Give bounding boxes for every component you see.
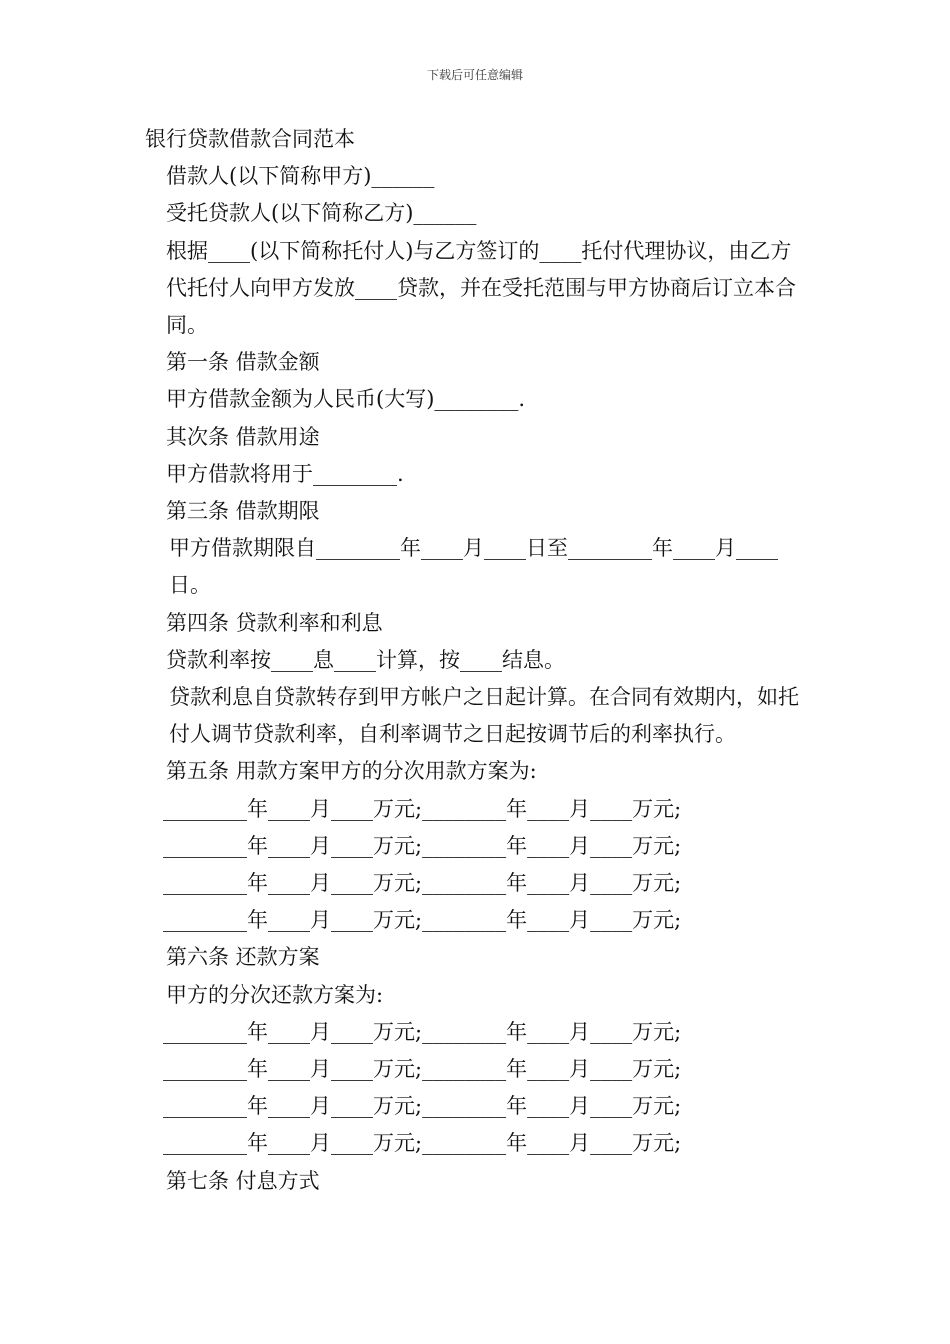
article-6-subtitle: 甲方的分次还款方案为: <box>166 982 384 1007</box>
article-4-title: 第四条 贷款利率和利息 <box>166 610 383 635</box>
article-5-row: ________年____月____万元;________年____月____万元; <box>163 908 682 933</box>
article-6-row: ________年____月____万元;________年____月____万元; <box>163 1094 682 1119</box>
article-4-interest: 贷款利息自贷款转存到甲方帐户之日起计算。在合同有效期内，如托付人调节贷款利率，自利率调节之日起按调节后的利率执行。 <box>169 685 799 747</box>
article-2-body: 甲方借款将用于________. <box>166 461 404 486</box>
article-4-rate: 贷款利率按____息____计算，按____结息。 <box>166 647 565 672</box>
lender-line: 受托贷款人(以下简称乙方)______ <box>166 201 477 226</box>
article-6-title: 第六条 还款方案 <box>166 945 320 970</box>
article-5-row: ________年____月____万元;________年____月____万元; <box>163 871 682 896</box>
article-3-body: 甲方借款期限自________年____月____日至________年____月____日。 <box>169 536 778 598</box>
document-title: 银行贷款借款合同范本 <box>145 127 355 151</box>
article-6-row: ________年____月____万元;________年____月____万元; <box>163 1057 682 1082</box>
document-body <box>145 121 810 1200</box>
article-2-title: 其次条 借款用途 <box>166 424 320 449</box>
article-6-row: ________年____月____万元;________年____月____万元; <box>163 1019 682 1044</box>
article-1-body: 甲方借款金额为人民币(大写)________. <box>166 387 526 412</box>
article-7-title: 第七条 付息方式 <box>166 1168 320 1193</box>
page-header: 下载后可任意编辑 <box>426 68 523 82</box>
article-5-row: ________年____月____万元;________年____月____万元; <box>163 796 682 821</box>
intro-paragraph: 根据____(以下简称托付人)与乙方签订的____托付代理协议，由乙方代托付人向甲方发放____贷款，并在受托范围与甲方协商后订立本合同。 <box>166 238 796 338</box>
borrower-line: 借款人(以下简称甲方)______ <box>166 164 435 189</box>
article-1-title: 第一条 借款金额 <box>166 350 320 375</box>
article-3-title: 第三条 借款期限 <box>166 499 320 524</box>
article-6-row: ________年____月____万元;________年____月____万元; <box>163 1131 682 1156</box>
article-5-title: 第五条 用款方案甲方的分次用款方案为: <box>166 759 537 784</box>
article-5-row: ________年____月____万元;________年____月____万元; <box>163 833 682 858</box>
